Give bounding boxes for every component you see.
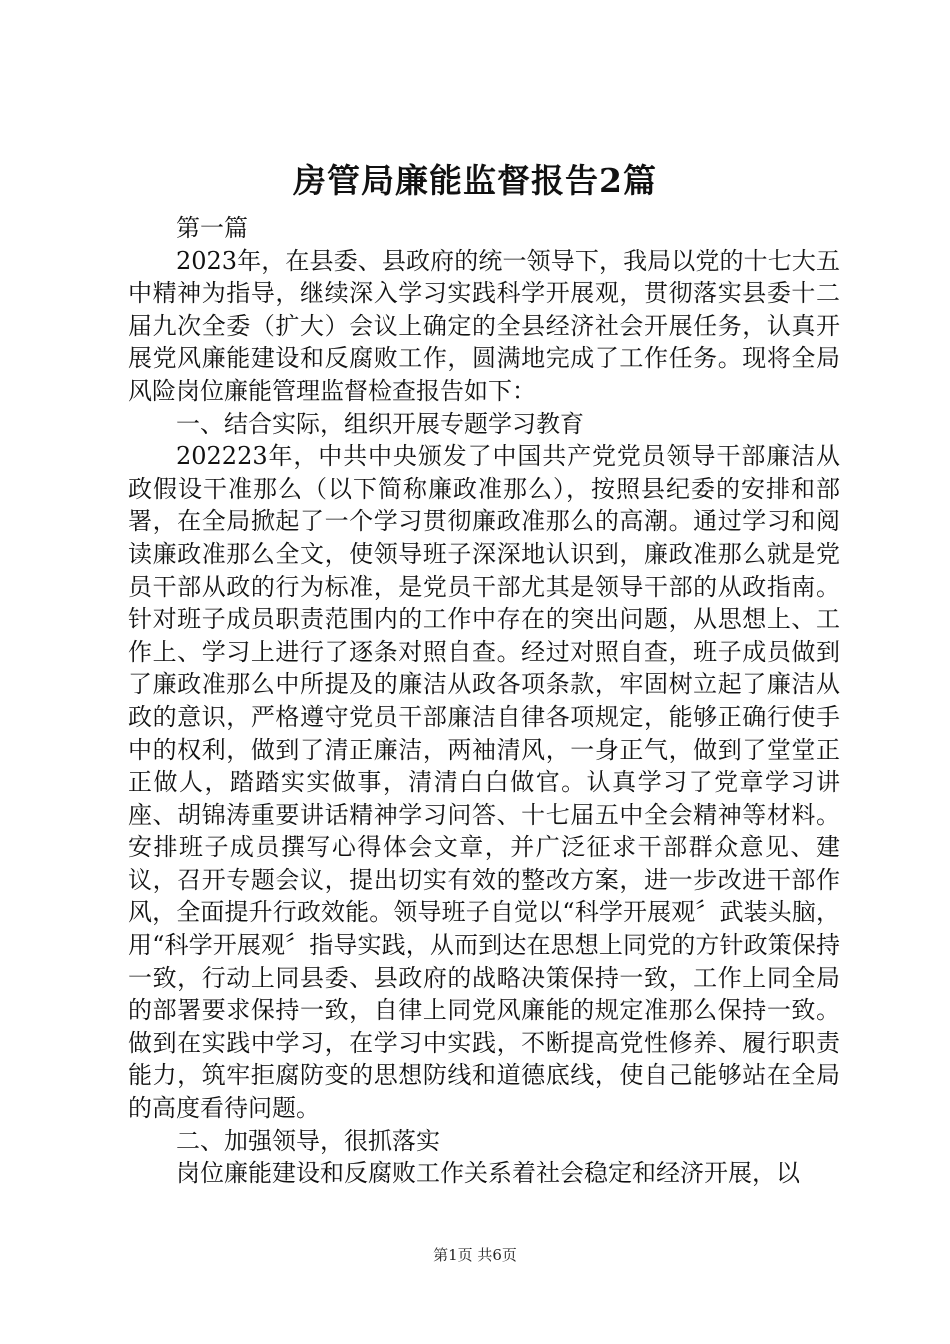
body-paragraph-1: 202223年，中共中央颁发了中国共产党党员领导干部廉洁从政假设干准那么（以下简称廉政准那么），按照县纪委的安排和部署，在全局掀起了一个学习贯彻廉政准那么的高潮。通过学习和阅读廉政准那么全文，使领导班子深深地认识到，廉政准那么就是党员干部从政的行为标准，是党员干部尤其是领导干部的从政指南。针对班子成员职责范围内的工作中存在的突出问题，从思想上、工作上、学习上进行了逐条对照自查。经过对照自查，班子成员做到了廉政准那么中所提及的廉洁从政各项条款，牢固树立起了廉洁从政的意识，严格遵守党员干部廉洁自律各项规定，能够正确行使手中的权利，做到了清正廉洁，两袖清风，一身正气，做到了堂堂正正做人，踏踏实实做事，清清白白做官。认真学习了党章学习讲座、胡锦涛重要讲话精神学习问答、十七届五中全会精神等材料。安排班子成员撰写心得体会文章，并广泛征求干部群众意见、建议，召开专题会议，提出切实有效的整改方案，进一步改进干部作风，全面提升行政效能。领导班子自觉以“科学开展观〞武装头脑，用“科学开展观〞指导实践，从而到达在思想上同党的方针政策保持一致，行动上同县委、县政府的战略决策保持一致，工作上同全局的部署要求保持一致，自律上同党风廉能的规定准那么保持一致。做到在实践中学习，在学习中实践，不断提高党性修养、履行职责能力，筑牢拒腐防变的思想防线和道德底线，使自己能够站在全局的高度看待问题。 — [128, 442, 840, 1123]
document-title: 房管局廉能监督报告2篇 — [293, 161, 657, 200]
document-body — [128, 212, 840, 1190]
page-footer: 第1页 共6页 — [433, 1246, 517, 1264]
section-label: 第一篇 — [176, 214, 248, 242]
intro-paragraph: 2023年，在县委、县政府的统一领导下，我局以党的十七大五中精神为指导，继续深入学习实践科学开展观，贯彻落实县委十二届九次全委（扩大）会议上确定的全县经济社会开展任务，认真开展党风廉能建设和反腐败工作，圆满地完成了工作任务。现将全局风险岗位廉能管理监督检查报告如下： — [128, 246, 840, 405]
section-heading-1: 一、结合实际，组织开展专题学习教育 — [176, 409, 584, 438]
body-paragraph-2: 岗位廉能建设和反腐败工作关系着社会稳定和经济开展，以 — [176, 1159, 800, 1188]
section-heading-2: 二、加强领导，很抓落实 — [176, 1126, 440, 1155]
